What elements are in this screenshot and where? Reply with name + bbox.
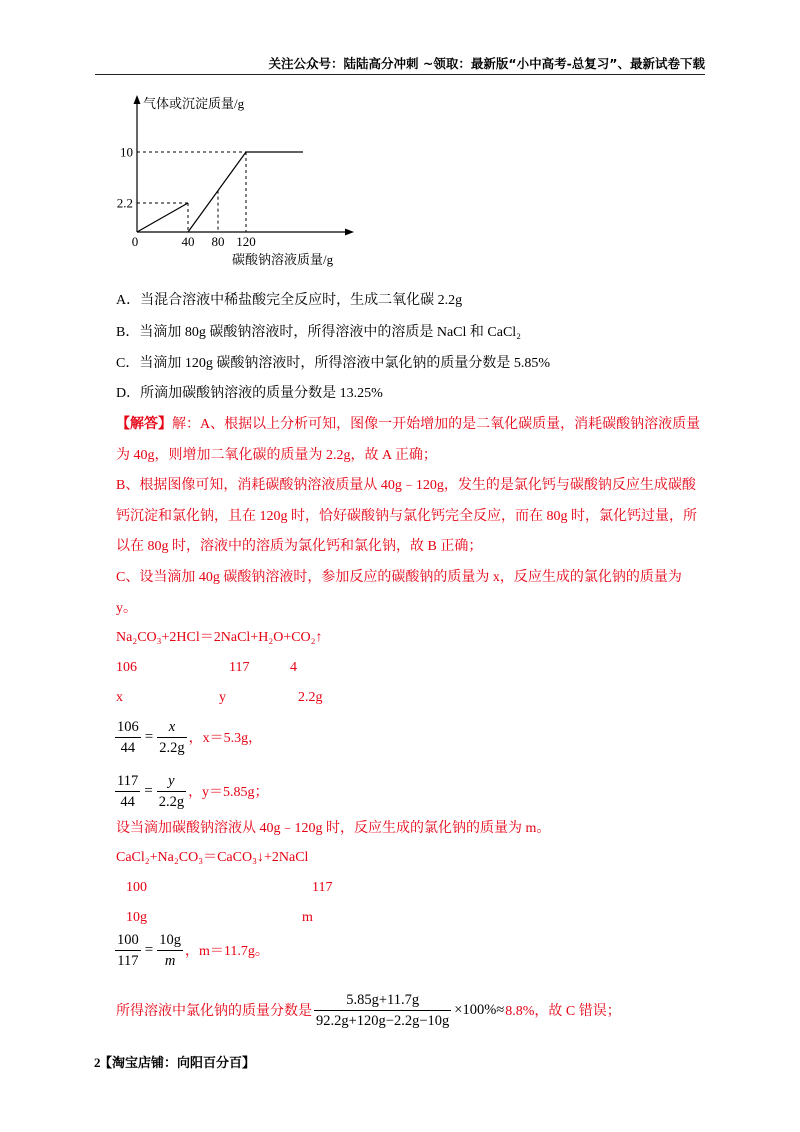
times-percent: ×100%≈ — [454, 1001, 505, 1018]
option-c: C．当滴加 120g 碳酸钠溶液时，所得溶液中氯化钠的质量分数是 5.85% — [116, 356, 550, 371]
y-axis-label: 气体或沉淀质量/g — [143, 96, 245, 111]
y-axis-arrow-icon — [134, 95, 141, 104]
proportion-1 — [113, 716, 262, 758]
x-tick-label: 80 — [211, 234, 225, 249]
solution-line-5: 以在 80g 时，溶液中的溶质为氯化钙和氯化钠，故 B 正确； — [116, 539, 483, 554]
fraction — [314, 990, 451, 1031]
option-a: A．当混合溶液中稀盐酸完全反应时，生成二氧化碳 2.2g — [116, 293, 463, 308]
solution-line-6: C、设当滴加 40g 碳酸钠溶液时，参加反应的碳酸钠的质量为 x，反应生成的氯化钠的质量为 — [116, 570, 682, 585]
x-tick-label: 40 — [181, 234, 195, 249]
solution-line-3: B、根据图像可知，消耗碳酸钠溶液质量从 40g﹣120g，发生的是氯化钙与碳酸钠反应生成碳酸 — [116, 478, 696, 493]
denominator: 92.2g+120g−2.2g−10g — [316, 1012, 450, 1029]
eq1-row2-a: x — [116, 690, 123, 705]
equation-1: Na₂CO₃+2HCl＝2NaCl+H₂O+CO₂↑ — [116, 630, 323, 645]
numerator: 100 — [117, 931, 139, 948]
solution-line-7: y。 — [116, 601, 137, 616]
denominator: 44 — [120, 739, 136, 756]
equals-sign: = — [144, 782, 153, 799]
option-d: D．所滴加碳酸钠溶液的质量分数是 13.25% — [116, 386, 383, 401]
eq2-row1-b: 117 — [312, 880, 333, 895]
numerator: 106 — [117, 718, 139, 735]
numerator: 10g — [159, 931, 181, 948]
solution-line-1-text: 解：A、根据以上分析可知，图像一开始增加的是二氧化碳质量，消耗碳酸钠溶液质量 — [172, 417, 701, 432]
x-axis-label: 碳酸钠溶液质量/g — [232, 252, 334, 267]
fraction — [157, 717, 186, 758]
denominator: m — [164, 952, 176, 969]
numerator: 117 — [117, 772, 139, 789]
eq1-row1-b: 117 — [229, 660, 250, 675]
equation-2: CaCl₂+Na₂CO₃＝CaCO₃↓+2NaCl — [116, 850, 309, 865]
solution-line-m: 设当滴加碳酸钠溶液从 40g﹣120g 时，反应生成的氯化钠的质量为 m。 — [116, 821, 551, 836]
x-tick-label: 120 — [236, 234, 256, 249]
result-text: ，y＝5.85g； — [188, 785, 269, 800]
x-axis-arrow-icon — [345, 229, 354, 236]
eq1-row2-c: 2.2g — [298, 690, 323, 705]
numerator: 5.85g+11.7g — [346, 991, 420, 1008]
denominator: 2.2g — [159, 739, 185, 756]
denominator: 2.2g — [158, 793, 185, 810]
fraction — [115, 771, 140, 812]
solution-line-1 — [116, 416, 700, 434]
denominator: 117 — [117, 952, 139, 969]
page-header-text: 关注公众号：陆陆高分冲刺 ~领取：最新版“小中高考-总复习”、最新试卷下载 — [268, 56, 705, 71]
eq1-row2-b: y — [219, 690, 226, 705]
solution-line-2: 为 40g，则增加二氧化碳的质量为 2.2g，故 A 正确； — [116, 448, 437, 463]
final-text-before: 所得溶液中氯化钠的质量分数是 — [116, 1004, 312, 1019]
option-b: B．当滴加 80g 碳酸钠溶液时，所得溶液中的溶质是 NaCl 和 CaCl₂ — [116, 325, 522, 340]
fraction — [115, 717, 141, 758]
result-text: ，m＝11.7g。 — [184, 944, 269, 959]
solution-line-4: 钙沉淀和氯化钠，且在 120g 时，恰好碳酸钠与氯化钙完全反应，而在 80g 时，氯化钙过量，所 — [116, 509, 697, 524]
page-number: 2 — [94, 1055, 101, 1070]
eq1-row1-a: 106 — [116, 660, 137, 675]
eq2-row1-a: 100 — [126, 880, 147, 895]
solution-tag: 【解答】 — [116, 417, 172, 432]
result-text: ，x＝5.3g， — [188, 731, 263, 746]
numerator: y — [168, 772, 175, 789]
numerator: x — [168, 718, 176, 735]
y-tick-label: 10 — [120, 144, 133, 160]
series-line-1 — [137, 203, 188, 232]
proportion-3 — [113, 929, 269, 971]
x-tick-label: 0 — [131, 234, 139, 249]
fraction — [157, 771, 186, 812]
footer-shop-text: 【淘宝店铺：向阳百分百】 — [99, 1055, 256, 1070]
fraction — [115, 930, 141, 971]
proportion-2 — [113, 770, 269, 812]
final-text-after: 8.8%，故 C 错误； — [505, 1004, 621, 1019]
eq2-row2-a: 10g — [126, 910, 147, 925]
eq2-row2-b: m — [302, 910, 313, 925]
mass-line-chart — [0, 0, 400, 280]
final-calculation — [116, 989, 621, 1031]
equals-sign: = — [144, 728, 154, 745]
fraction — [157, 930, 183, 971]
y-tick-label: 2.2 — [116, 195, 133, 211]
eq1-row1-c: 4 — [290, 660, 297, 675]
denominator: 44 — [120, 793, 135, 810]
equals-sign: = — [144, 941, 154, 958]
